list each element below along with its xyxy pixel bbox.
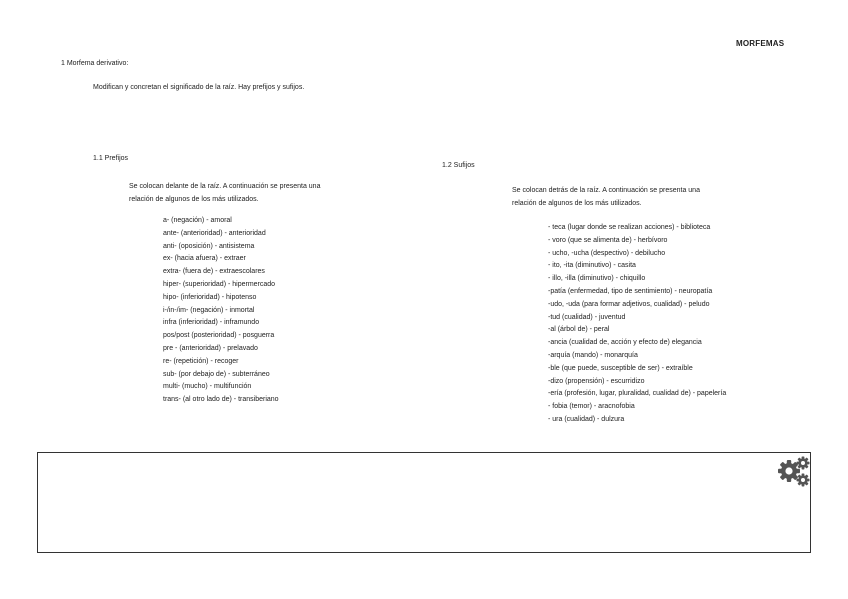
sufijo-item: -tud (cualidad) - juventud (548, 313, 626, 321)
sufijos-list (548, 222, 726, 427)
prefijo-item: a- (negación) - amoral (163, 217, 232, 224)
prefijos-intro-line: Se colocan delante de la raíz. A continuación se presenta una (129, 183, 321, 190)
page-title: MORFEMAS (736, 39, 785, 48)
sufijo-item: - voro (que se alimenta de) - herbívoro (548, 236, 668, 244)
sufijo-item: -ancia (cualidad de, acción y efecto de) elegancia (548, 339, 702, 347)
prefijo-item: hipo- (inferioridad) - hipotenso (163, 293, 257, 301)
subsection-heading-sufijos: 1.2 Sufijos (442, 162, 475, 169)
prefijos-intro (129, 180, 389, 206)
prefijo-item: i-/in-/im- (negación) - inmortal (163, 306, 255, 314)
sufijo-item: - illo, -illa (diminutivo) - chiquillo (548, 275, 646, 283)
section-intro: Modifican y concretan el significado de la raíz. Hay prefijos y sufijos. (93, 84, 305, 91)
prefijo-item: multi- (mucho) - multifunción (163, 383, 252, 391)
sufijo-item: - teca (lugar donde se realizan acciones) - biblioteca (548, 224, 711, 231)
sufijo-item: -ería (profesión, lugar, pluralidad, cualidad de) - papelería (548, 390, 727, 398)
sufijo-item: - ura (cualidad) - dulzura (548, 415, 625, 423)
sufijo-item: -dizo (propensión) - escurridizo (548, 377, 645, 385)
prefijo-item: hiper- (superioridad) - hipermercado (163, 280, 276, 288)
sufijo-item: - fobia (temor) - aracnofobia (548, 403, 635, 411)
prefijo-item: re- (repetición) - recoger (163, 357, 239, 365)
sufijo-item: - ucho, -ucha (despectivo) - debilucho (548, 249, 666, 257)
footer-box (37, 452, 811, 553)
prefijo-item: ante- (anterioridad) - anterioridad (163, 229, 266, 237)
sufijo-item: -patía (enfermedad, tipo de sentimiento) - neuropatía (548, 287, 713, 295)
sufijo-item: -arquía (mando) - monarquía (548, 351, 638, 359)
section-heading-morfema-derivativo: 1 Morfema derivativo: (61, 60, 129, 67)
prefijo-item: infra (inferioridad) - inframundo (163, 319, 260, 327)
prefijo-item: trans- (al otro lado de) - transiberiano (163, 396, 279, 404)
sufijo-item: -udo, -uda (para formar adjetivos, cualidad) - peludo (548, 300, 710, 308)
prefijos-intro-line: relación de algunos de los más utilizados. (129, 196, 259, 203)
prefijo-item: pos/post (posterioridad) - posguerra (163, 332, 275, 340)
prefijo-item: pre - (anterioridad) - prelavado (163, 344, 258, 352)
sufijo-item: -al (árbol de) - peral (548, 326, 610, 334)
prefijo-item: anti- (oposición) - antisistema (163, 242, 255, 250)
gears-icon[interactable] (776, 456, 810, 488)
sufijos-intro-line: Se colocan detrás de la raíz. A continuación se presenta una (512, 187, 700, 194)
sufijo-item: -ble (que puede, susceptible de ser) - extraíble (548, 364, 693, 372)
sufijos-intro (512, 184, 772, 210)
sufijo-item: - ito, -ita (diminutivo) - casita (548, 262, 636, 270)
prefijo-item: sub- (por debajo de) - subterráneo (163, 370, 270, 378)
prefijos-list (163, 215, 279, 407)
sufijos-intro-line: relación de algunos de los más utilizados. (512, 200, 642, 207)
prefijo-item: ex- (hacia afuera) - extraer (163, 255, 246, 263)
prefijo-item: extra- (fuera de) - extraescolares (163, 268, 265, 276)
subsection-heading-prefijos: 1.1 Prefijos (93, 155, 129, 162)
